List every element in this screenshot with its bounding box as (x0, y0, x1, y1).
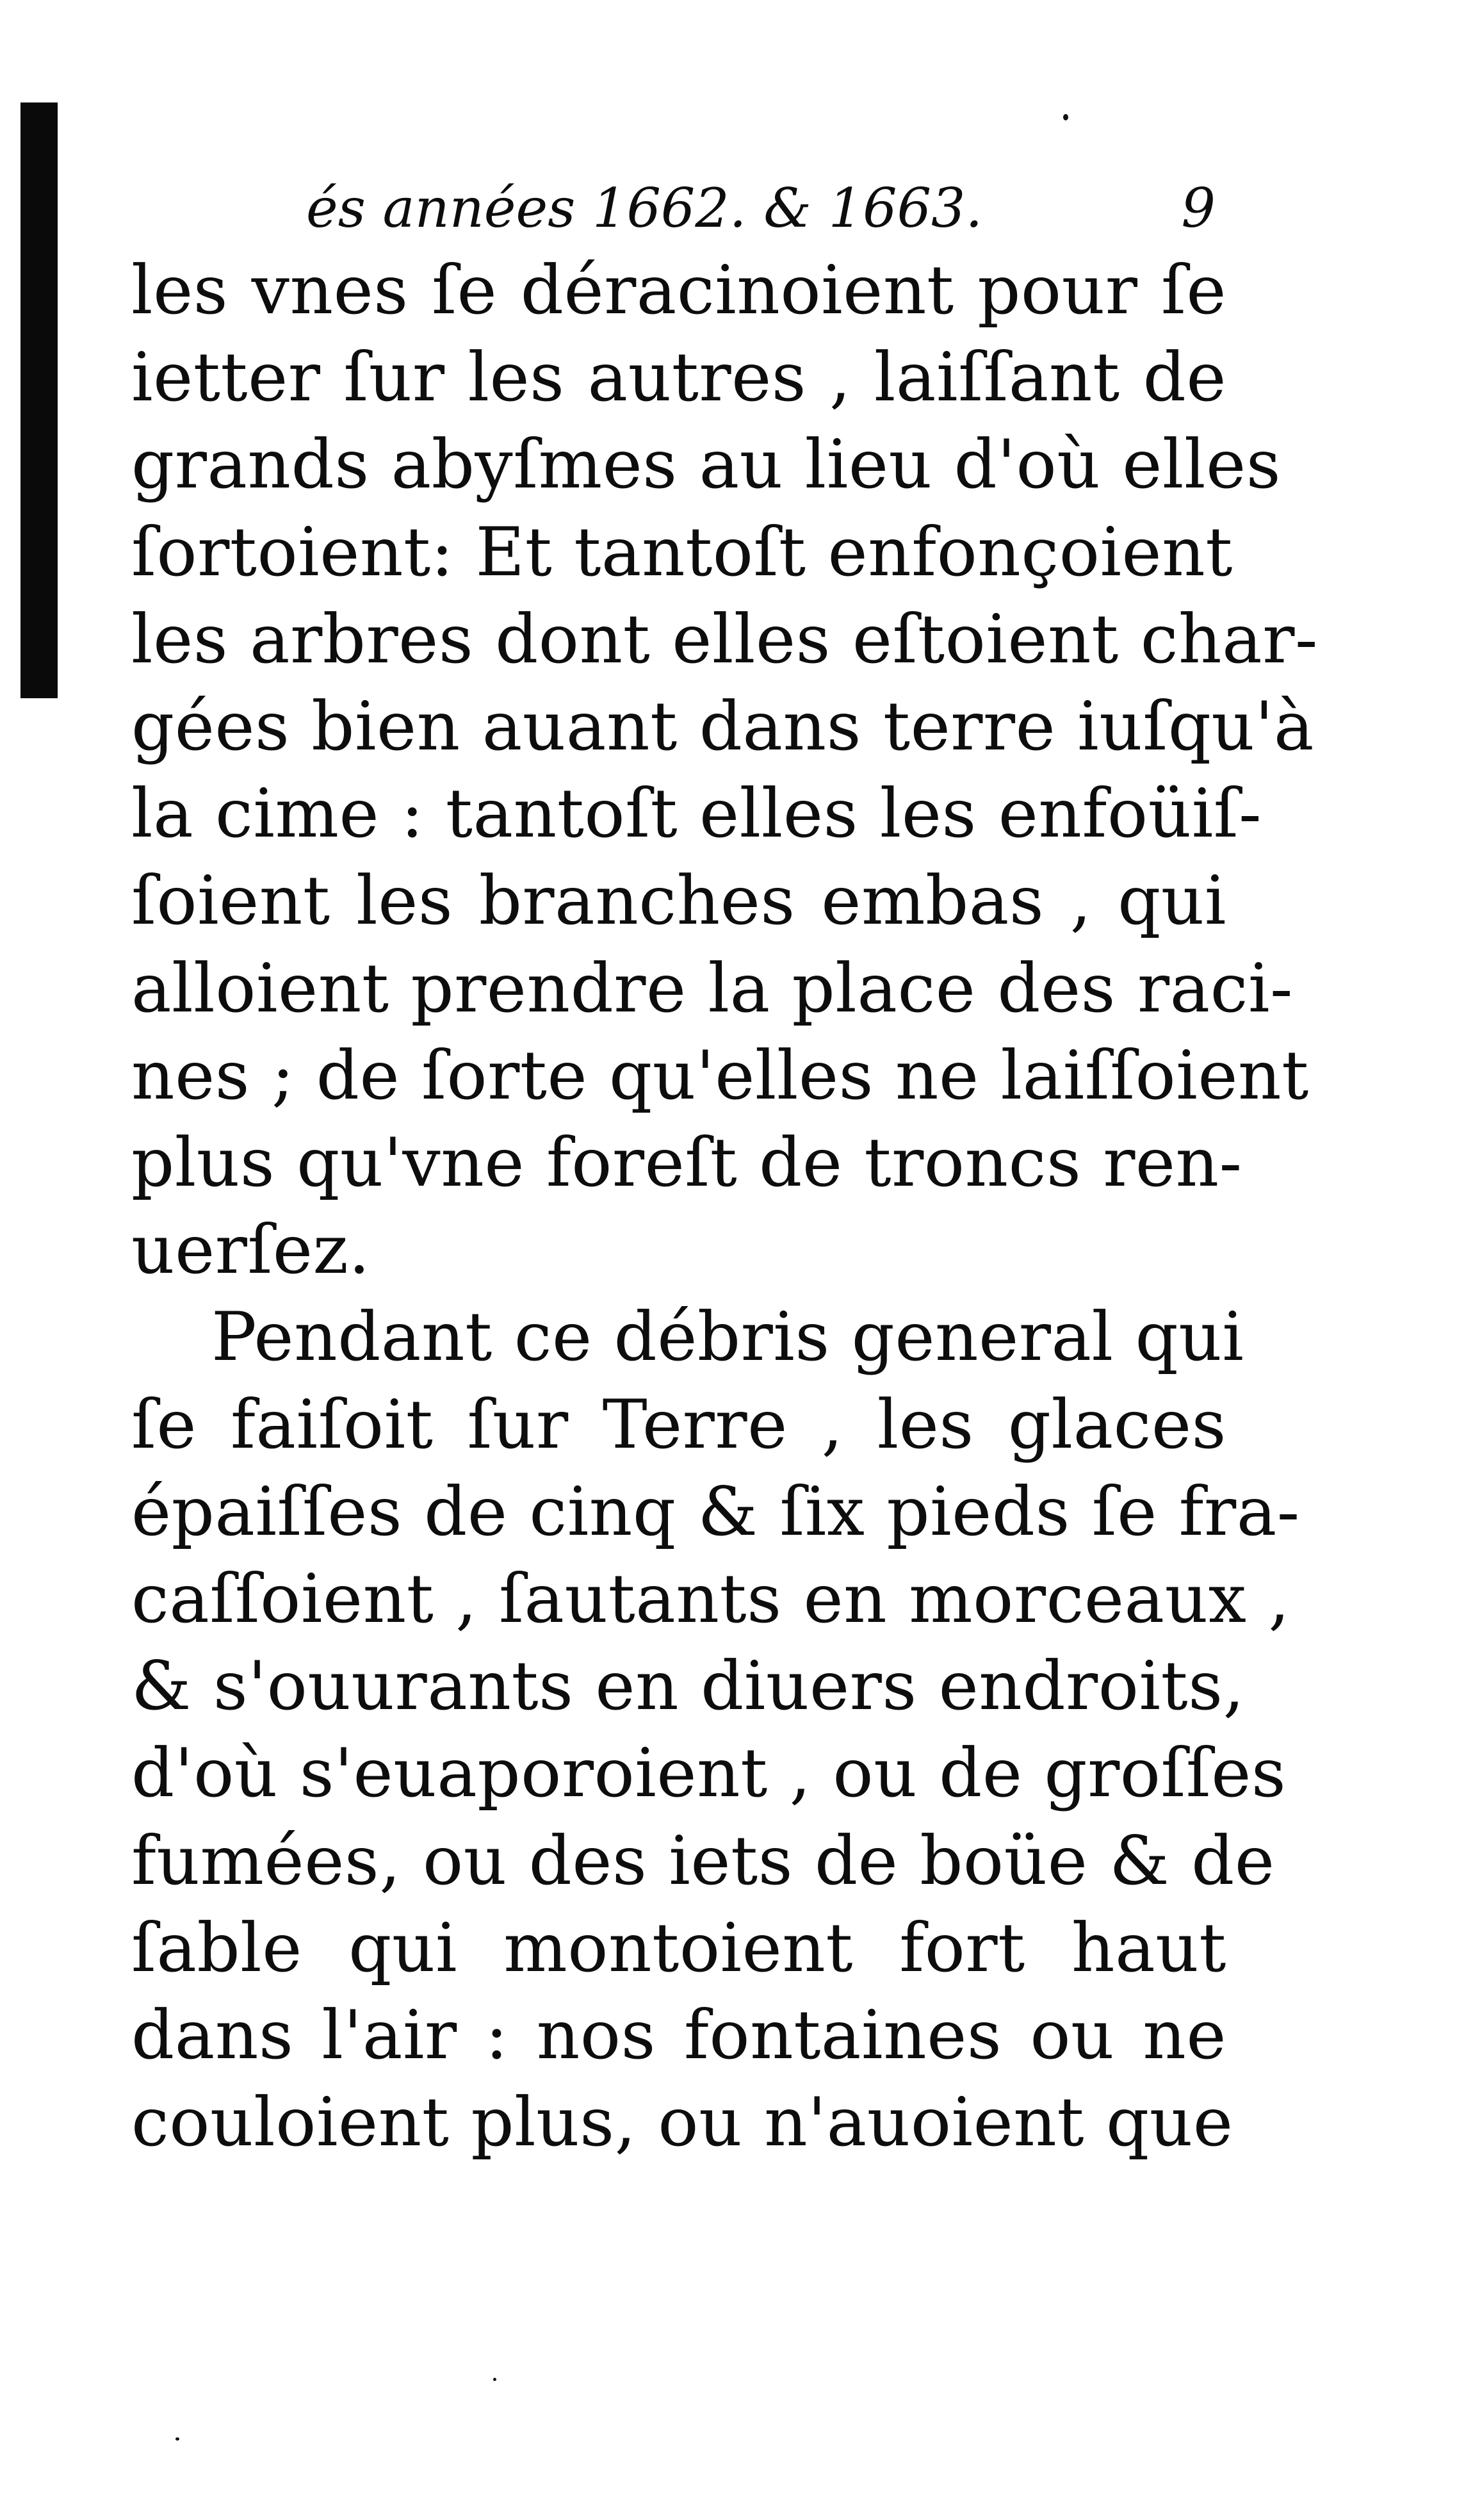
page-number: 9 (1181, 177, 1216, 240)
text-line: Pendant ce débris general qui (211, 1298, 1244, 1377)
ink-speck (493, 2378, 496, 2381)
text-line: ietter ſur les autres , laiſſant de (131, 338, 1226, 417)
text-line: ſoient les branches embas , qui (131, 862, 1226, 940)
text-line: ſe faiſoit ſur Terre , les glaces (131, 1385, 1226, 1464)
text-line: alloient prendre la place des raci- (131, 949, 1294, 1027)
text-line: la cime : tantoſt elles les enfoüiſ- (131, 774, 1262, 853)
paragraph-2 (131, 1293, 1300, 2166)
text-line: caſſoient , ſautants en morceaux , (131, 1560, 1290, 1639)
text-line: grands abyſmes au lieu d'où elles (131, 425, 1282, 504)
ink-speck (1063, 114, 1068, 120)
text-line: les vnes ſe déracinoient pour ſe (131, 251, 1226, 329)
text-line: épaiſſes de cinq & ſix pieds ſe fra- (131, 1472, 1300, 1551)
margin-bar (20, 102, 58, 698)
text-line: fumées, ou des iets de boüe & de (131, 1821, 1275, 1900)
text-line: gées bien auant dans terre iuſqu'à (131, 687, 1315, 766)
page-header (306, 173, 1216, 243)
ink-speck (175, 2437, 179, 2441)
paragraph-1 (131, 247, 1318, 1293)
text-line: ſable qui montoient fort haut (131, 1908, 1226, 1987)
text-line: ſortoient: Et tantoſt enfonçoient (131, 512, 1233, 591)
text-line: & s'ouurants en diuers endroits, (131, 1647, 1245, 1726)
text-line: couloient plus, ou n'auoient que (131, 2083, 1233, 2162)
text-line: plus qu'vne foreſt de troncs ren- (131, 1124, 1242, 1202)
text-line: d'où s'euaporoient , ou de groſſes (131, 1734, 1287, 1813)
running-title: és années 1662. & 1663. (306, 177, 983, 240)
text-line: les arbres dont elles eſtoient char- (131, 600, 1318, 678)
text-block (131, 247, 1318, 2166)
text-line: nes ; de ſorte qu'elles ne laiſſoient (131, 1036, 1309, 1115)
text-line: uerſez. (131, 1211, 371, 1289)
text-line: dans l'air : nos fontaines ou ne (131, 1996, 1226, 2075)
